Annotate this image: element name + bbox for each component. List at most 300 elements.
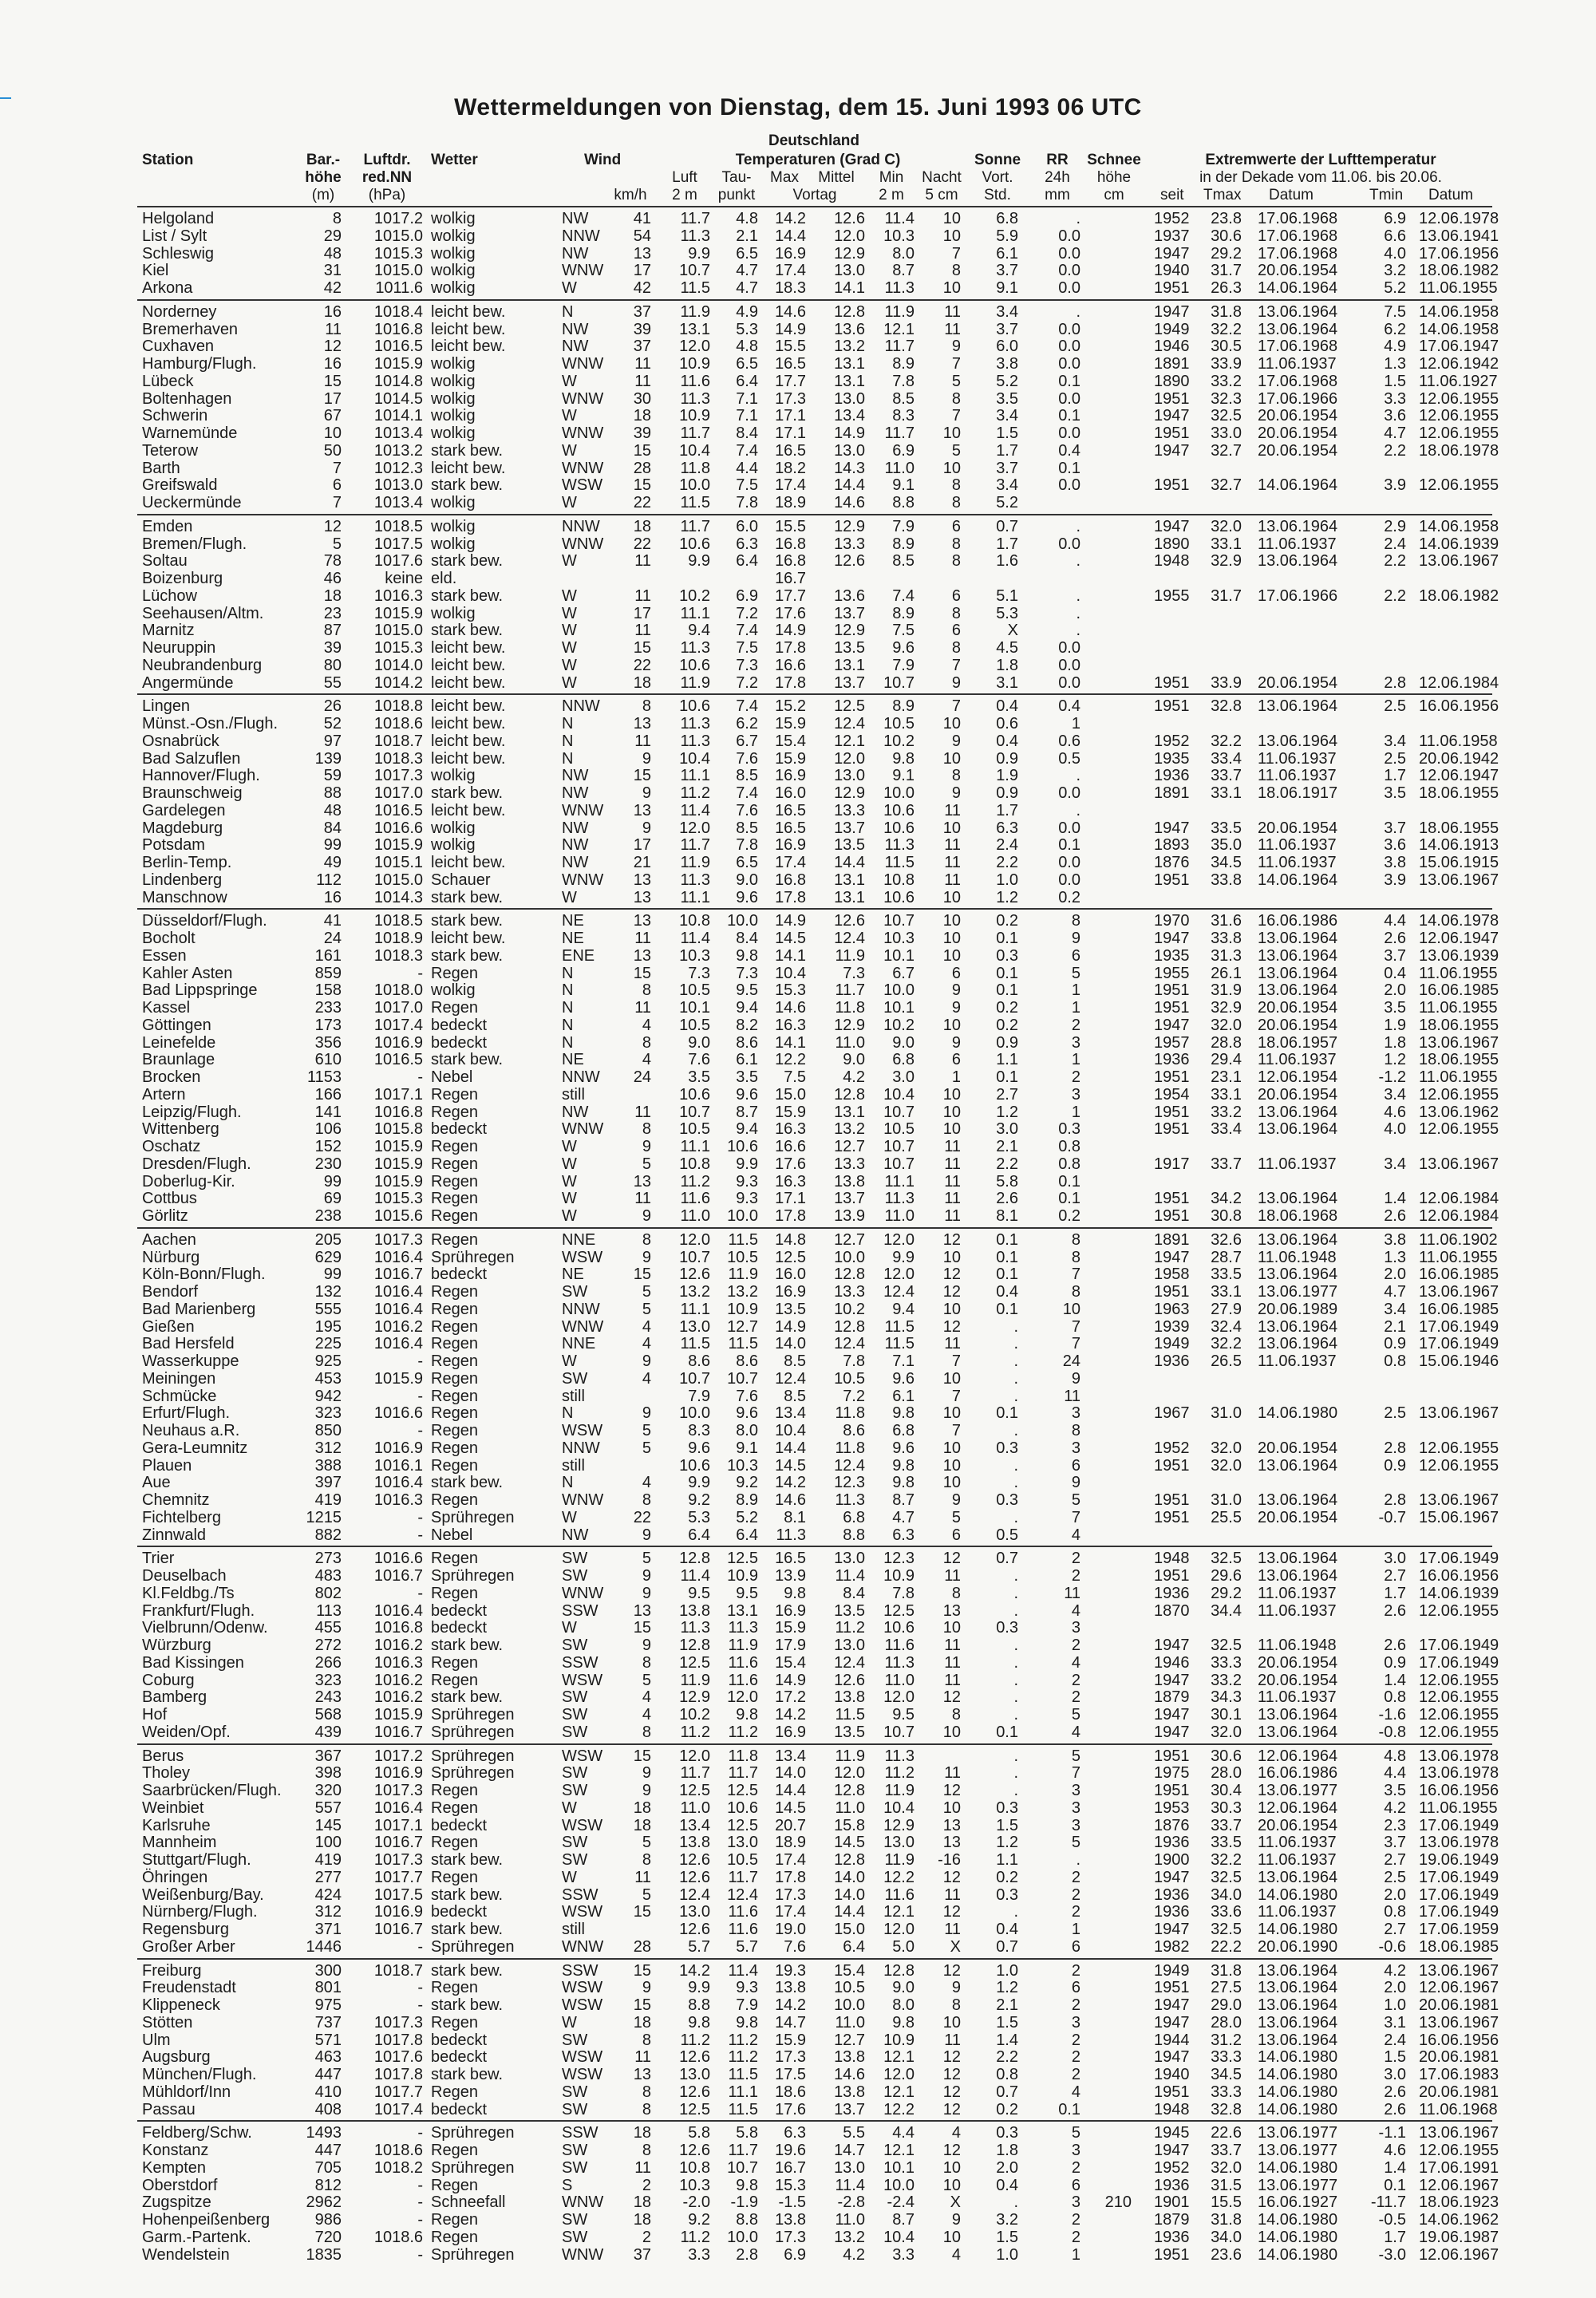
sunshine-hours: 3.4 xyxy=(996,302,1018,321)
sunshine-hours: 0.9 xyxy=(996,1033,1018,1052)
precipitation: 2 xyxy=(1071,2158,1080,2177)
temp-air: 11.4 xyxy=(680,930,710,947)
barometer-height: 7 xyxy=(332,494,342,511)
record-tmax: 33.0 xyxy=(1211,424,1242,442)
temp-mean-prev: 12.7 xyxy=(834,1230,865,1249)
sunshine-hours: . xyxy=(1013,1422,1018,1439)
temp-mean-prev: 13.7 xyxy=(834,673,865,692)
wind-speed: 5 xyxy=(642,1885,651,1904)
wind-direction: W xyxy=(562,1508,577,1526)
record-since: 1947 xyxy=(1154,1248,1190,1266)
wind-direction: WSW xyxy=(562,1422,603,1439)
temp-min: 3.0 xyxy=(892,1068,915,1086)
table-row xyxy=(0,1034,1596,1052)
wind-speed: 15 xyxy=(633,1961,651,1980)
temp-max-prev: 9.8 xyxy=(784,1584,806,1602)
record-tmin: -0.7 xyxy=(1378,1508,1406,1526)
dew-point: 13.0 xyxy=(727,1834,758,1852)
weather: leicht bew. xyxy=(431,656,506,674)
wind-direction: WSW xyxy=(562,1671,603,1689)
temp-night-ground: 9 xyxy=(951,2211,961,2229)
weather: Regen xyxy=(431,2211,478,2229)
record-since: 1948 xyxy=(1154,1550,1190,1568)
barometer-height: 99 xyxy=(323,836,342,855)
weather: Regen xyxy=(431,1653,478,1672)
barometer-height: 397 xyxy=(314,1474,342,1492)
weather: Sprühregen xyxy=(431,1248,515,1266)
temp-min: 9.8 xyxy=(892,1456,915,1475)
sunshine-hours: 0.2 xyxy=(996,999,1018,1017)
temp-night-ground: 11 xyxy=(944,854,961,871)
wind-direction: W xyxy=(562,639,577,657)
record-tmin: 0.8 xyxy=(1384,1352,1406,1370)
temp-air: 9.5 xyxy=(688,1584,710,1602)
wind-direction: NNW xyxy=(562,227,600,245)
record-tmax: 30.5 xyxy=(1211,338,1242,356)
weather: leicht bew. xyxy=(431,732,506,750)
wind-speed: 54 xyxy=(633,227,651,245)
wind-direction: SW xyxy=(562,2158,588,2177)
pressure: 1015.8 xyxy=(373,1120,423,1139)
record-tmax-date: 14.06.1964 xyxy=(1258,871,1338,889)
temp-min: 12.1 xyxy=(883,2142,915,2159)
record-tmax-date: 14.06.1980 xyxy=(1258,2228,1338,2246)
precipitation: 2 xyxy=(1071,1550,1080,1568)
temp-night-ground: 10 xyxy=(942,1248,961,1266)
temp-mean-prev: 12.1 xyxy=(834,732,865,750)
wind-speed: 18 xyxy=(633,2211,651,2229)
temp-min: 11.3 xyxy=(884,1190,915,1208)
dew-point: 11.9 xyxy=(728,1265,758,1284)
sunshine-hours: 5.2 xyxy=(996,372,1018,390)
table-row xyxy=(0,303,1596,321)
record-tmin-date: 11.06.1958 xyxy=(1419,732,1498,750)
sunshine-hours: 2.1 xyxy=(996,1996,1018,2014)
pressure: 1016.5 xyxy=(373,338,423,356)
weather: Regen xyxy=(431,1422,478,1439)
barometer-height: 24 xyxy=(323,930,342,947)
record-since: 1954 xyxy=(1154,1085,1190,1104)
col-header-min-2: 2 m xyxy=(879,187,904,203)
temp-max-prev: 17.6 xyxy=(775,1155,806,1173)
temp-mean-prev: 13.3 xyxy=(834,1283,865,1301)
weather: bedeckt xyxy=(431,1265,488,1284)
pressure: 1016.9 xyxy=(373,1764,423,1783)
station-name: Großer Arber xyxy=(142,1937,235,1956)
temp-min: 8.3 xyxy=(892,407,915,425)
temp-air: 11.5 xyxy=(680,279,710,297)
dew-point: 11.5 xyxy=(728,2100,758,2118)
barometer-height: 106 xyxy=(314,1120,342,1139)
pressure: - xyxy=(417,1068,423,1086)
weather: Regen xyxy=(431,999,478,1017)
weather: bedeckt xyxy=(431,1903,488,1921)
barometer-height: 15 xyxy=(323,372,342,390)
barometer-height: 2962 xyxy=(306,2193,342,2212)
temp-air: 12.8 xyxy=(679,1637,710,1654)
wind-direction: NNE xyxy=(562,1335,596,1353)
wind-direction: NW xyxy=(562,836,589,855)
record-tmin: 2.0 xyxy=(1384,981,1406,1000)
dew-point: 10.6 xyxy=(727,1138,758,1155)
precipitation: 0.0 xyxy=(1058,338,1080,356)
record-tmin-date: 14.06.1939 xyxy=(1419,1584,1499,1602)
temp-night-ground: 7 xyxy=(951,1352,961,1370)
sunshine-hours: 0.7 xyxy=(996,517,1018,535)
sunshine-hours: . xyxy=(1013,1352,1018,1370)
wind-direction: WSW xyxy=(562,1747,603,1765)
precipitation: 2 xyxy=(1071,1903,1080,1921)
station-name: Bad Lippspringe xyxy=(142,981,258,1000)
record-tmax: 29.2 xyxy=(1211,244,1242,263)
temp-night-ground: 11 xyxy=(944,801,961,819)
temp-night-ground: 8 xyxy=(951,1706,961,1724)
temp-max-prev: 17.4 xyxy=(775,854,806,871)
wind-direction: WNW xyxy=(562,1491,604,1509)
record-since: 1901 xyxy=(1154,2193,1190,2212)
temp-min: 8.9 xyxy=(892,535,915,553)
temp-air: 10.6 xyxy=(679,697,710,716)
record-tmin: 3.4 xyxy=(1384,732,1406,750)
precipitation: 5 xyxy=(1071,964,1080,982)
temp-air: 11.8 xyxy=(680,459,710,477)
table-row xyxy=(0,1619,1596,1637)
temp-min: 10.1 xyxy=(883,946,915,965)
temp-min: 10.7 xyxy=(883,1138,915,1155)
record-tmin-date: 13.06.1978 xyxy=(1419,1834,1499,1852)
record-tmax-date: 13.06.1964 xyxy=(1258,1550,1338,1568)
sunshine-hours: 5.8 xyxy=(996,1172,1018,1190)
record-tmin-date: 17.06.1947 xyxy=(1419,338,1499,356)
weather: stark bew. xyxy=(431,622,504,640)
temp-max-prev: 10.4 xyxy=(775,964,806,982)
sunshine-hours: 0.6 xyxy=(996,715,1018,732)
station-name: Boizenburg xyxy=(142,570,223,587)
precipitation: 0.0 xyxy=(1058,279,1080,297)
dew-point: 9.3 xyxy=(736,1172,758,1190)
temp-max-prev: -1.5 xyxy=(778,2193,806,2212)
wind-direction: WNW xyxy=(562,355,604,373)
station-name: Klippeneck xyxy=(142,1996,220,2014)
wind-direction: SW xyxy=(562,2083,588,2101)
temp-air: 9.2 xyxy=(688,2211,710,2229)
temp-night-ground: 9 xyxy=(951,999,961,1017)
temp-air: 10.1 xyxy=(679,999,710,1017)
sunshine-hours: 3.2 xyxy=(996,2211,1018,2229)
record-tmin: 0.8 xyxy=(1384,1903,1406,1921)
temp-night-ground: 10 xyxy=(942,912,961,930)
sunshine-hours: . xyxy=(1013,1782,1018,1799)
record-tmin-date: 12.06.1984 xyxy=(1419,1190,1499,1208)
record-tmin-date: 16.06.1985 xyxy=(1419,1300,1499,1318)
record-since: 1948 xyxy=(1154,2100,1190,2118)
temp-min: 3.3 xyxy=(892,2245,915,2264)
wind-speed: 15 xyxy=(633,1619,651,1637)
record-tmin: 2.2 xyxy=(1384,441,1406,460)
sunshine-hours: 1.9 xyxy=(996,767,1018,785)
temp-max-prev: 14.2 xyxy=(775,1996,806,2014)
record-tmin-date: 12.06.1955 xyxy=(1419,1439,1499,1457)
record-since: 1952 xyxy=(1154,732,1190,750)
temp-air: 13.0 xyxy=(679,1317,710,1336)
record-tmin-date: 16.06.1956 xyxy=(1419,1567,1499,1585)
dew-point: 9.4 xyxy=(736,1120,758,1139)
wind-direction: SW xyxy=(562,1567,588,1585)
table-row xyxy=(0,1509,1596,1526)
barometer-height: 39 xyxy=(323,639,342,657)
sunshine-hours: . xyxy=(1013,1387,1018,1405)
precipitation: 3 xyxy=(1071,1782,1080,1799)
barometer-height: 320 xyxy=(314,1782,342,1799)
table-row xyxy=(0,1962,1596,1980)
weather: Regen xyxy=(431,1352,478,1370)
precipitation: 8 xyxy=(1071,1283,1080,1301)
col-header-min-1: Min xyxy=(879,169,904,186)
wind-speed: 28 xyxy=(633,459,651,477)
temp-max-prev: 18.2 xyxy=(775,459,806,477)
temp-min: 8.5 xyxy=(892,389,915,408)
record-since: 1936 xyxy=(1154,2228,1190,2246)
record-tmin: 0.9 xyxy=(1384,1335,1406,1353)
record-tmax: 33.9 xyxy=(1211,355,1242,373)
barometer-height: 46 xyxy=(323,570,342,587)
col-header-sonne-1: Sonne xyxy=(974,152,1021,168)
wind-direction: W xyxy=(562,1207,577,1225)
record-tmax: 32.3 xyxy=(1211,389,1242,408)
temp-mean-prev: 12.4 xyxy=(834,715,865,732)
temp-air: 7.6 xyxy=(688,1051,710,1069)
wind-speed: 9 xyxy=(642,1782,651,1799)
temp-mean-prev: 12.0 xyxy=(834,749,865,768)
weather: eld. xyxy=(431,570,457,587)
record-tmin: -0.8 xyxy=(1378,1723,1406,1741)
temp-mean-prev: 13.0 xyxy=(834,767,865,785)
record-tmax-date: 12.06.1964 xyxy=(1258,1747,1338,1765)
record-tmin-date: 12.06.1947 xyxy=(1419,767,1499,785)
wind-speed: 15 xyxy=(633,767,651,785)
station-name: Angermünde xyxy=(142,673,234,692)
record-tmin: 7.5 xyxy=(1384,302,1406,321)
temp-night-ground: 10 xyxy=(942,459,961,477)
record-tmin: 3.2 xyxy=(1384,262,1406,280)
station-name: Weinbiet xyxy=(142,1799,204,1817)
wind-speed: 8 xyxy=(642,2100,651,2118)
record-tmin: 2.6 xyxy=(1384,1207,1406,1225)
record-tmin-date: 18.06.1985 xyxy=(1419,1937,1499,1956)
weather: stark bew. xyxy=(431,784,504,802)
temp-mean-prev: 10.5 xyxy=(834,1979,865,1997)
pressure: 1018.0 xyxy=(373,981,423,1000)
weather: Regen xyxy=(431,1172,478,1190)
temp-mean-prev: 14.7 xyxy=(834,2142,865,2159)
record-since: 1947 xyxy=(1154,407,1190,425)
temp-mean-prev: 13.7 xyxy=(834,604,865,622)
wind-direction: NW xyxy=(562,338,589,356)
pressure: 1014.1 xyxy=(373,407,423,425)
record-since: 1948 xyxy=(1154,552,1190,571)
temp-air: 8.8 xyxy=(688,1996,710,2014)
temp-mean-prev: 13.8 xyxy=(834,2083,865,2101)
record-tmin-date: 13.06.1967 xyxy=(1419,552,1499,571)
temp-mean-prev: 12.9 xyxy=(834,1016,865,1034)
pressure: 1016.9 xyxy=(373,1903,423,1921)
record-since: 1947 xyxy=(1154,302,1190,321)
sunshine-hours: . xyxy=(1013,1764,1018,1783)
wind-speed: 21 xyxy=(633,854,651,871)
barometer-height: 49 xyxy=(323,854,342,871)
sunshine-hours: . xyxy=(1013,1688,1018,1707)
record-tmin-date: 16.06.1956 xyxy=(1419,1782,1499,1799)
temp-air: 5.8 xyxy=(688,2124,710,2142)
record-tmax-date: 11.06.1937 xyxy=(1258,1903,1337,1921)
table-row xyxy=(0,535,1596,553)
precipitation: 7 xyxy=(1071,1508,1080,1526)
pressure: 1016.8 xyxy=(373,1103,423,1121)
record-tmax-date: 13.06.1964 xyxy=(1258,732,1338,750)
station-name: Emden xyxy=(142,517,193,535)
temp-mean-prev: 11.3 xyxy=(835,1491,865,1509)
temp-min: 12.9 xyxy=(883,1816,915,1834)
temp-max-prev: 8.5 xyxy=(784,1387,806,1405)
record-tmax: 32.0 xyxy=(1211,1439,1242,1457)
weather: Regen xyxy=(431,1868,478,1886)
temp-air: 10.9 xyxy=(679,355,710,373)
station-name: Bad Hersfeld xyxy=(142,1335,235,1353)
record-tmin-date: 17.06.1949 xyxy=(1419,1550,1499,1568)
table-row xyxy=(0,1903,1596,1921)
sunshine-hours: 1.7 xyxy=(996,535,1018,553)
pressure: 1016.6 xyxy=(373,819,423,837)
record-tmax-date: 17.06.1968 xyxy=(1258,227,1338,245)
dew-point: 9.3 xyxy=(736,1190,758,1208)
record-tmin-date: 20.06.1981 xyxy=(1419,2048,1499,2067)
temp-mean-prev: 13.2 xyxy=(834,338,865,356)
weather: Regen xyxy=(431,1335,478,1353)
record-tmin: 0.9 xyxy=(1384,1456,1406,1475)
temp-max-prev: 7.6 xyxy=(784,1937,806,1956)
record-tmax: 28.7 xyxy=(1211,1248,1242,1266)
station-name: Mühldorf/Inn xyxy=(142,2083,231,2101)
temp-mean-prev: 7.8 xyxy=(843,1352,865,1370)
record-tmin-date: 17.06.1949 xyxy=(1419,1816,1499,1834)
dew-point: 8.7 xyxy=(736,1103,758,1121)
dew-point: 13.1 xyxy=(727,1601,758,1620)
record-since: 1936 xyxy=(1154,1051,1190,1069)
station-name: Bocholt xyxy=(142,930,196,947)
wind-speed: 9 xyxy=(642,1637,651,1654)
temp-air: 10.7 xyxy=(679,262,710,280)
temp-air: 11.5 xyxy=(680,494,710,511)
dew-point: 9.2 xyxy=(736,1474,758,1492)
pressure: 1018.7 xyxy=(373,732,423,750)
table-row xyxy=(0,2066,1596,2083)
barometer-height: 419 xyxy=(314,1851,342,1869)
temp-max-prev: 16.6 xyxy=(775,656,806,674)
station-name: Ulm xyxy=(142,2031,171,2049)
pressure: 1016.4 xyxy=(373,1248,423,1266)
dew-point: 10.9 xyxy=(727,1300,758,1318)
temp-night-ground: 11 xyxy=(944,1172,961,1190)
wind-speed: 9 xyxy=(642,1404,651,1423)
wind-speed: 2 xyxy=(642,2176,651,2194)
station-name: Neuhaus a.R. xyxy=(142,1422,240,1439)
weather: wolkig xyxy=(431,836,476,855)
wind-speed: 8 xyxy=(642,1491,651,1509)
temp-max-prev: 14.2 xyxy=(775,1474,806,1492)
dew-point: 8.6 xyxy=(736,1033,758,1052)
record-tmax: 33.4 xyxy=(1211,749,1242,768)
dew-point: 7.1 xyxy=(736,389,758,408)
temp-min: 10.0 xyxy=(883,981,915,1000)
record-tmax-date: 14.06.1964 xyxy=(1258,476,1338,495)
temp-night-ground: 6 xyxy=(951,586,961,605)
record-since: 1936 xyxy=(1154,2176,1190,2194)
temp-min: 10.1 xyxy=(883,2158,915,2177)
dew-point: 11.6 xyxy=(728,1903,758,1921)
record-tmax-date: 16.06.1927 xyxy=(1258,2193,1338,2212)
wind-speed: 4 xyxy=(642,1051,651,1069)
table-row xyxy=(0,2083,1596,2101)
record-tmin: 4.8 xyxy=(1384,1747,1406,1765)
record-tmax: 23.8 xyxy=(1211,210,1242,227)
station-name: Saarbrücken/Flugh. xyxy=(142,1782,282,1799)
record-tmin-date: 12.06.1967 xyxy=(1419,2176,1499,2194)
table-row xyxy=(0,355,1596,373)
temp-night-ground: 7 xyxy=(951,1422,961,1439)
barometer-height: 1835 xyxy=(306,2245,342,2264)
temp-min: 12.2 xyxy=(883,2100,915,2118)
record-tmax: 31.0 xyxy=(1211,1404,1242,1423)
dew-point: 11.7 xyxy=(728,1764,758,1783)
temp-night-ground: 11 xyxy=(944,1138,961,1155)
record-tmax-date: 14.06.1980 xyxy=(1258,2211,1338,2229)
wind-speed: 9 xyxy=(642,1248,651,1266)
table-row xyxy=(0,1068,1596,1086)
temp-min: 8.0 xyxy=(892,244,915,263)
record-since: 1936 xyxy=(1154,1834,1190,1852)
wind-direction: NNW xyxy=(562,517,600,535)
precipitation: 1 xyxy=(1071,1921,1080,1938)
precipitation: 3 xyxy=(1071,1439,1080,1457)
temp-max-prev: 15.5 xyxy=(775,338,806,356)
dew-point: 9.5 xyxy=(736,981,758,1000)
wind-direction: ENE xyxy=(562,946,595,965)
temp-max-prev: 14.4 xyxy=(775,1782,806,1799)
barometer-height: 152 xyxy=(314,1138,342,1155)
temp-air: 11.7 xyxy=(680,836,710,855)
record-tmax-date: 20.06.1954 xyxy=(1258,1671,1338,1689)
temp-night-ground: 10 xyxy=(942,1456,961,1475)
temp-min: 7.8 xyxy=(892,372,915,390)
temp-min: 8.7 xyxy=(892,262,915,280)
wind-speed: 18 xyxy=(633,1816,651,1834)
precipitation: 0.0 xyxy=(1058,320,1080,338)
record-tmin: 2.7 xyxy=(1384,1921,1406,1938)
temp-mean-prev: 13.6 xyxy=(834,586,865,605)
temp-air: 12.0 xyxy=(679,1747,710,1765)
sunshine-hours: 0.3 xyxy=(996,946,1018,965)
temp-air: 10.8 xyxy=(679,2158,710,2177)
temp-max-prev: 16.9 xyxy=(775,1723,806,1741)
temp-night-ground: 10 xyxy=(942,279,961,297)
record-tmax: 25.5 xyxy=(1211,1508,1242,1526)
col-header-bar-2: höhe xyxy=(305,169,342,186)
wind-speed: 11 xyxy=(634,732,651,750)
record-tmin: 1.7 xyxy=(1384,2228,1406,2246)
precipitation: 10 xyxy=(1062,1300,1080,1318)
barometer-height: 243 xyxy=(314,1688,342,1707)
col-header-nacht-2: 5 cm xyxy=(925,187,958,203)
